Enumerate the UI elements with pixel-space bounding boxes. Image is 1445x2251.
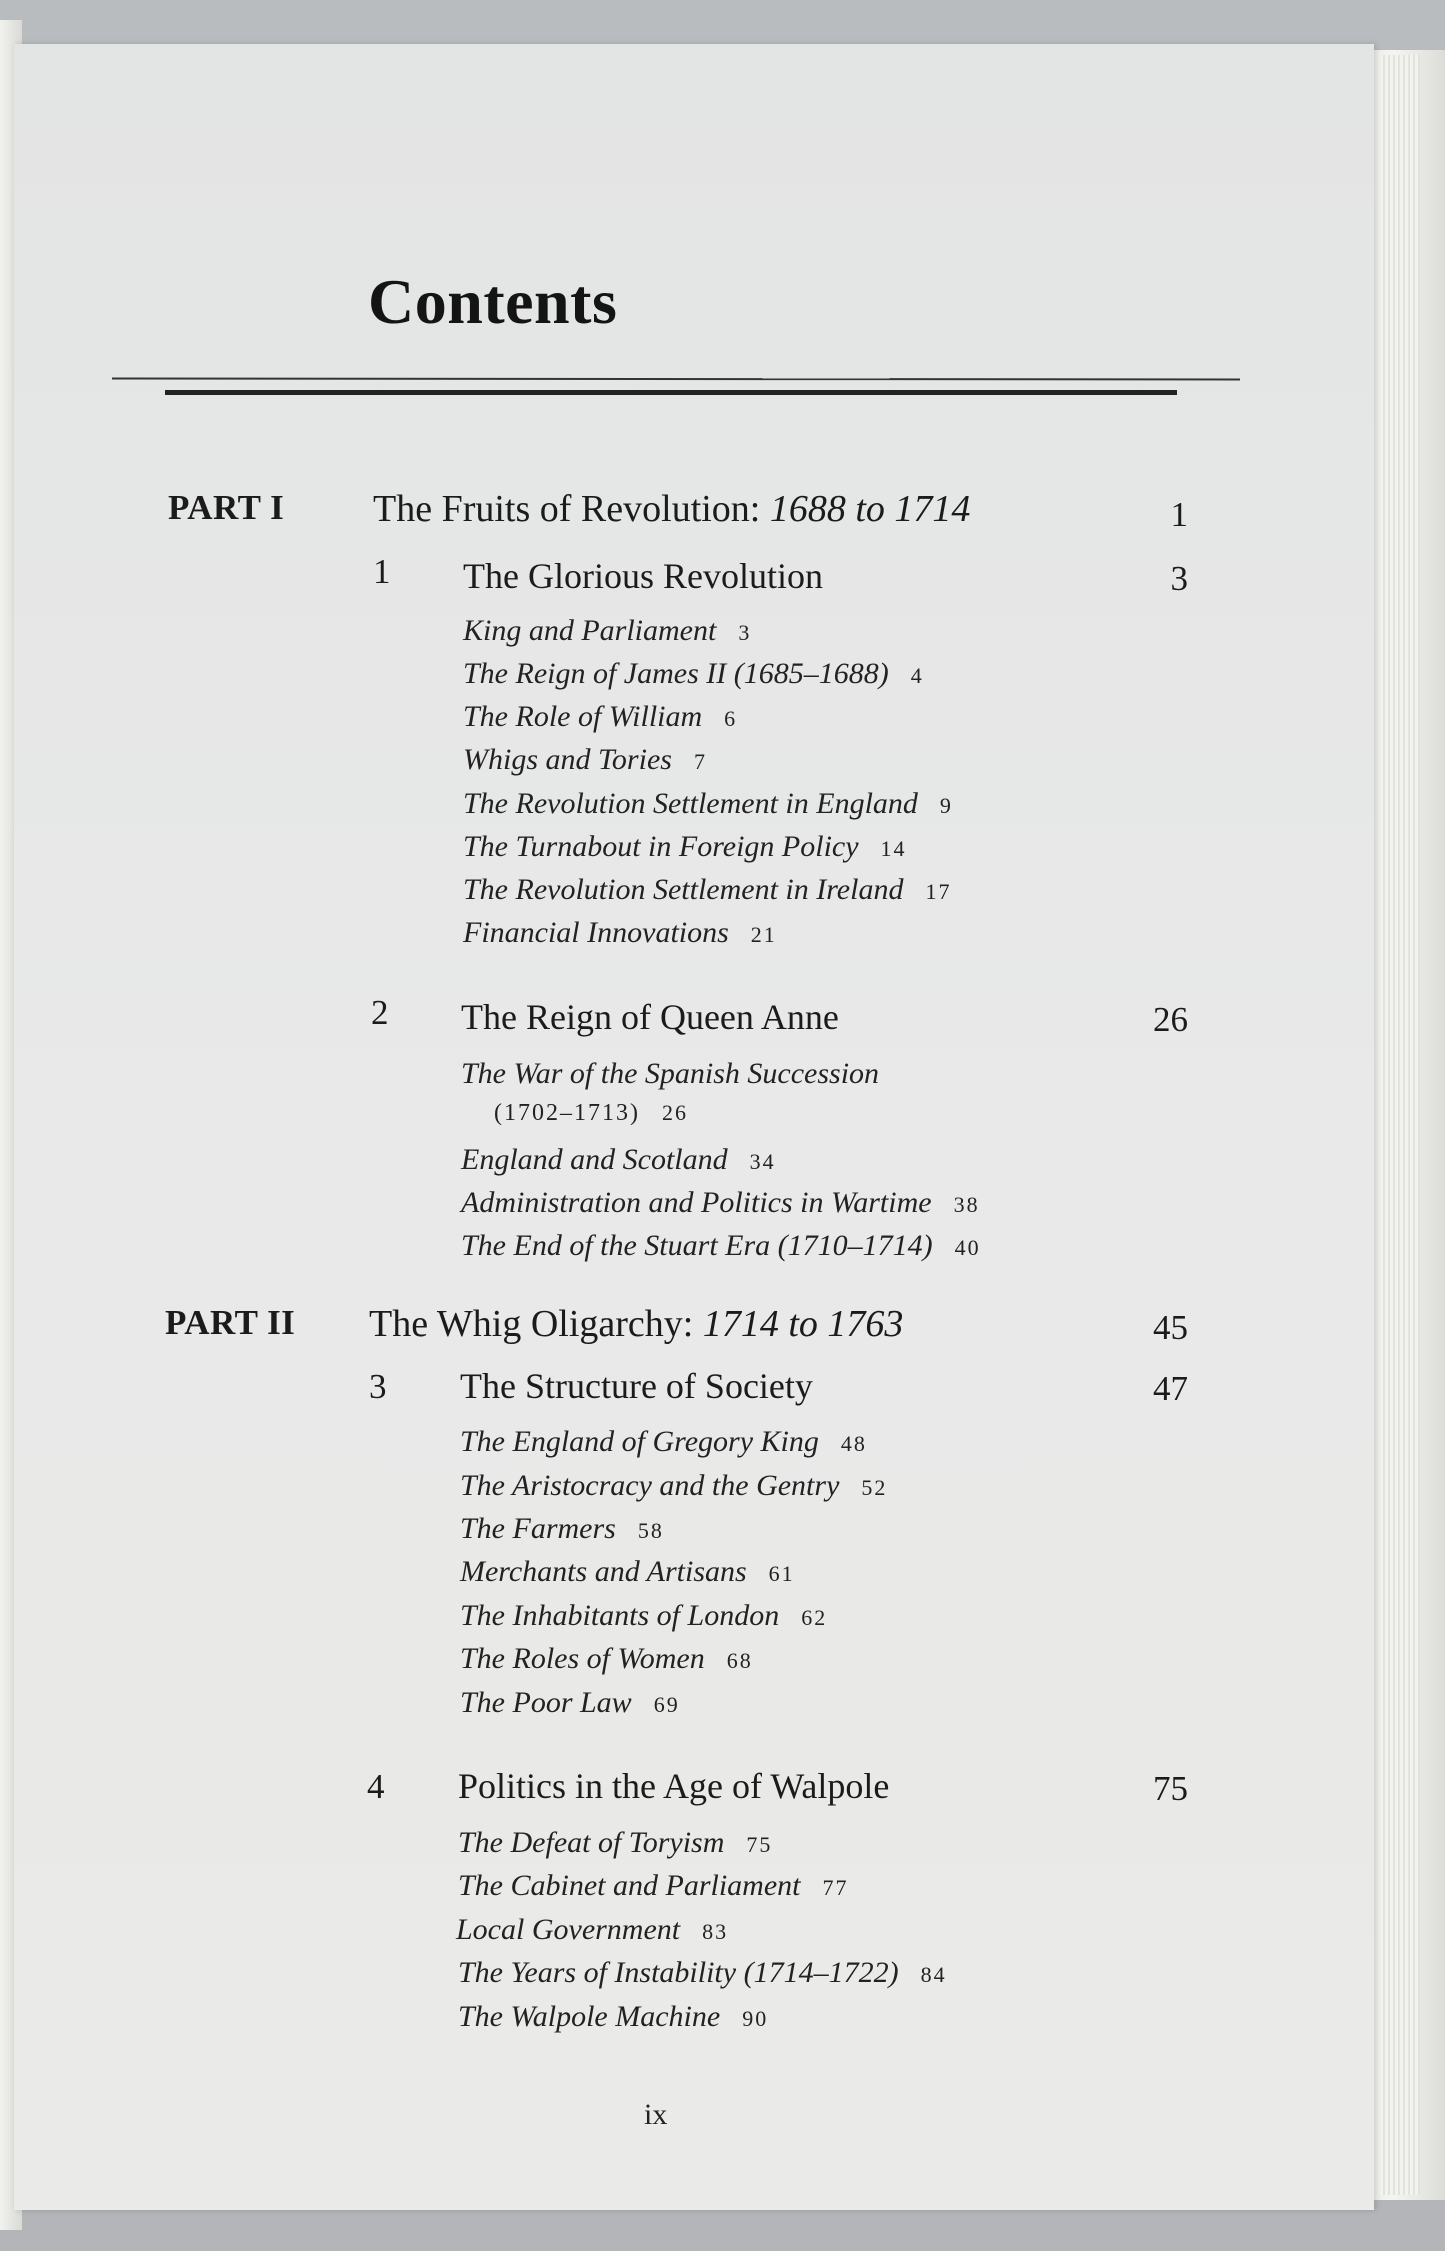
section-entry bbox=[460, 1555, 795, 1589]
section-entry bbox=[463, 873, 951, 907]
part-title-dates: 1714 to 1763 bbox=[702, 1303, 904, 1345]
section-page: 6 bbox=[724, 706, 738, 731]
section-title: The War of the Spanish Succession bbox=[461, 1057, 880, 1090]
chapter-title: The Structure of Society bbox=[460, 1366, 813, 1406]
section-title: The Turnabout in Foreign Policy bbox=[463, 830, 859, 863]
section-title: The Revolution Settlement in Ireland bbox=[463, 873, 904, 906]
chapter-page-number: 47 bbox=[1153, 1369, 1188, 1408]
section-entry bbox=[460, 1642, 753, 1676]
chapter-title: The Reign of Queen Anne bbox=[461, 997, 839, 1037]
section-page: 38 bbox=[953, 1192, 980, 1217]
section-page: 34 bbox=[749, 1149, 776, 1174]
section-entry bbox=[458, 1826, 772, 1860]
section-entry bbox=[458, 2000, 768, 2034]
page-edges-texture bbox=[1380, 55, 1420, 2195]
section-entry-continued bbox=[494, 1100, 688, 1127]
section-page: 21 bbox=[750, 922, 777, 947]
section-page: 17 bbox=[925, 879, 952, 904]
section-title: Financial Innovations bbox=[463, 916, 729, 949]
section-page: 58 bbox=[637, 1518, 664, 1543]
section-entry bbox=[458, 1956, 947, 1990]
section-entry bbox=[463, 916, 777, 950]
section-title: The Farmers bbox=[460, 1512, 616, 1545]
chapter-page-number: 3 bbox=[1170, 559, 1188, 598]
section-entry bbox=[460, 1469, 887, 1503]
section-entry bbox=[463, 614, 751, 648]
section-page: 3 bbox=[738, 620, 752, 645]
section-entry bbox=[458, 1869, 848, 1903]
section-title: Whigs and Tories bbox=[463, 743, 672, 776]
section-entry bbox=[463, 657, 924, 691]
section-title: The End of the Stuart Era (1710–1714) bbox=[461, 1229, 933, 1262]
part-title-text: The Fruits of Revolution: bbox=[373, 488, 770, 530]
section-title: The Revolution Settlement in England bbox=[463, 787, 918, 820]
section-entry bbox=[463, 830, 907, 864]
section-title: Administration and Politics in Wartime bbox=[461, 1186, 932, 1219]
part-label: PART II bbox=[165, 1303, 296, 1342]
section-entry bbox=[460, 1512, 664, 1546]
section-entry bbox=[460, 1425, 867, 1459]
chapter-title: The Glorious Revolution bbox=[463, 556, 823, 596]
section-title: The Role of William bbox=[463, 700, 703, 733]
section-page: 9 bbox=[939, 793, 953, 818]
part-page-number: 45 bbox=[1153, 1308, 1188, 1347]
section-entry bbox=[461, 1057, 879, 1091]
chapter-page-number: 26 bbox=[1153, 1000, 1188, 1039]
section-page: 75 bbox=[746, 1832, 773, 1857]
section-entry bbox=[463, 700, 737, 734]
section-title-cont: (1702–1713) bbox=[494, 1100, 640, 1126]
section-title: The Walpole Machine bbox=[458, 2000, 721, 2033]
chapter-number: 1 bbox=[373, 552, 391, 591]
chapter-number: 2 bbox=[371, 993, 389, 1032]
title-rule-thick bbox=[165, 390, 1177, 395]
chapter-number: 3 bbox=[369, 1367, 387, 1406]
section-page: 69 bbox=[653, 1692, 680, 1717]
section-page: 40 bbox=[954, 1235, 981, 1260]
section-title: The Aristocracy and the Gentry bbox=[460, 1469, 840, 1502]
section-page: 48 bbox=[840, 1431, 867, 1456]
section-page: 90 bbox=[742, 2006, 769, 2031]
page-title: Contents bbox=[368, 266, 618, 337]
chapter-title: Politics in the Age of Walpole bbox=[458, 1766, 890, 1806]
section-page: 26 bbox=[661, 1100, 688, 1125]
section-page: 77 bbox=[822, 1875, 849, 1900]
section-title: The Cabinet and Parliament bbox=[458, 1869, 801, 1902]
section-entry bbox=[460, 1686, 680, 1720]
chapter-number: 4 bbox=[367, 1767, 385, 1806]
section-page: 83 bbox=[702, 1919, 729, 1944]
part-title-dates: 1688 to 1714 bbox=[769, 488, 971, 530]
section-title: The England of Gregory King bbox=[460, 1425, 819, 1458]
section-title: The Inhabitants of London bbox=[460, 1599, 780, 1632]
section-page: 7 bbox=[693, 749, 707, 774]
section-entry bbox=[460, 1599, 827, 1633]
part-title bbox=[373, 487, 970, 531]
section-title: Merchants and Artisans bbox=[460, 1555, 747, 1588]
section-title: The Defeat of Toryism bbox=[458, 1826, 725, 1859]
section-title: The Years of Instability (1714–1722) bbox=[458, 1956, 899, 1989]
section-entry bbox=[461, 1186, 980, 1220]
section-page: 14 bbox=[880, 836, 907, 861]
section-title: England and Scotland bbox=[461, 1143, 728, 1176]
section-entry bbox=[463, 743, 707, 777]
part-title bbox=[369, 1302, 903, 1346]
chapter-page-number: 75 bbox=[1153, 1769, 1188, 1808]
part-label: PART I bbox=[168, 488, 285, 527]
part-page-number: 1 bbox=[1170, 495, 1188, 534]
section-entry bbox=[463, 787, 953, 821]
section-page: 68 bbox=[726, 1648, 753, 1673]
section-title: King and Parliament bbox=[463, 614, 717, 647]
section-page: 62 bbox=[801, 1605, 828, 1630]
folio-page-number: ix bbox=[644, 2098, 668, 2131]
section-page: 84 bbox=[920, 1962, 947, 1987]
section-entry bbox=[461, 1143, 776, 1177]
section-page: 52 bbox=[861, 1475, 888, 1500]
section-page: 4 bbox=[910, 663, 924, 688]
section-page: 61 bbox=[768, 1561, 795, 1586]
section-entry bbox=[461, 1229, 981, 1263]
section-title: The Reign of James II (1685–1688) bbox=[463, 657, 889, 690]
section-entry bbox=[456, 1913, 728, 1947]
part-title-text: The Whig Oligarchy: bbox=[369, 1303, 703, 1345]
section-title: The Poor Law bbox=[460, 1686, 632, 1719]
section-title: The Roles of Women bbox=[460, 1642, 705, 1675]
section-title: Local Government bbox=[456, 1913, 681, 1946]
